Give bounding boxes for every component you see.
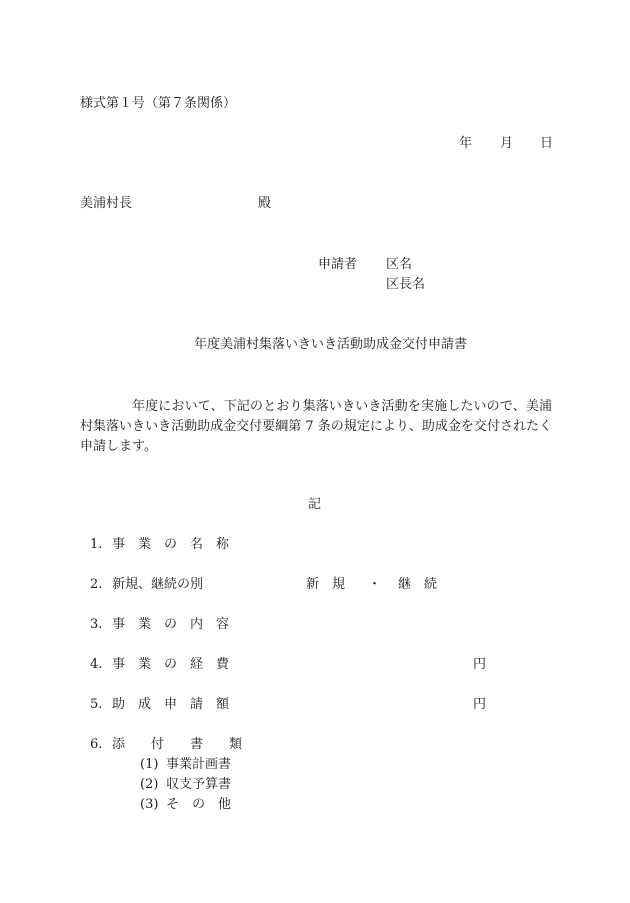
item-number: 5.	[90, 697, 103, 712]
applicant-label: 申請者	[318, 257, 358, 272]
item-number: 6.	[90, 737, 103, 752]
attachment-business-plan: 事業計画書	[166, 757, 232, 772]
item-project-content-label: 事 業 の 内 容	[112, 617, 230, 632]
date-month-label: 月	[500, 136, 514, 151]
attachment-number: (1)	[140, 757, 159, 772]
attachment-number: (3)	[140, 797, 159, 812]
option-continue: 継 続	[398, 577, 438, 592]
item-grant-amount-unit: 円	[473, 697, 487, 712]
option-separator: ・	[368, 577, 382, 592]
district-name-label: 区名	[386, 257, 413, 272]
item-number: 1.	[90, 537, 103, 552]
attachment-number: (2)	[140, 777, 159, 792]
ki-heading: 記	[308, 497, 322, 512]
option-new: 新 規	[306, 577, 346, 592]
date-year-label: 年	[459, 136, 473, 151]
addressee-honorific: 殿	[258, 196, 272, 211]
district-chief-label: 区長名	[386, 277, 426, 292]
item-project-name-label: 事 業 の 名 称	[112, 537, 230, 552]
item-number: 3.	[90, 617, 103, 632]
item-attachments-label: 添 付 書 類	[112, 737, 243, 752]
document-title: 年度美浦村集落いきいき活動助成金交付申請書	[194, 337, 468, 352]
item-number: 4.	[90, 657, 103, 672]
item-project-cost-unit: 円	[473, 657, 487, 672]
item-project-cost-label: 事 業 の 経 費	[112, 657, 230, 672]
attachment-other: そ の 他	[166, 797, 232, 812]
attachment-budget: 収支予算書	[166, 777, 232, 792]
item-grant-amount-label: 助 成 申 請 額	[112, 697, 230, 712]
form-number: 様式第１号（第７条関係）	[80, 96, 237, 111]
date-day-label: 日	[540, 136, 554, 151]
application-body-text: 年度において、下記のとおり集落いきいき活動を実施したいので、美浦村集落いきいき活動助成金交付要綱第 7 条の規定により、助成金を交付されたく申請します。	[80, 399, 552, 454]
item-number: 2.	[90, 577, 103, 592]
item-new-or-continue-label: 新規、継続の別	[112, 577, 204, 592]
addressee-name: 美浦村長	[80, 196, 133, 211]
